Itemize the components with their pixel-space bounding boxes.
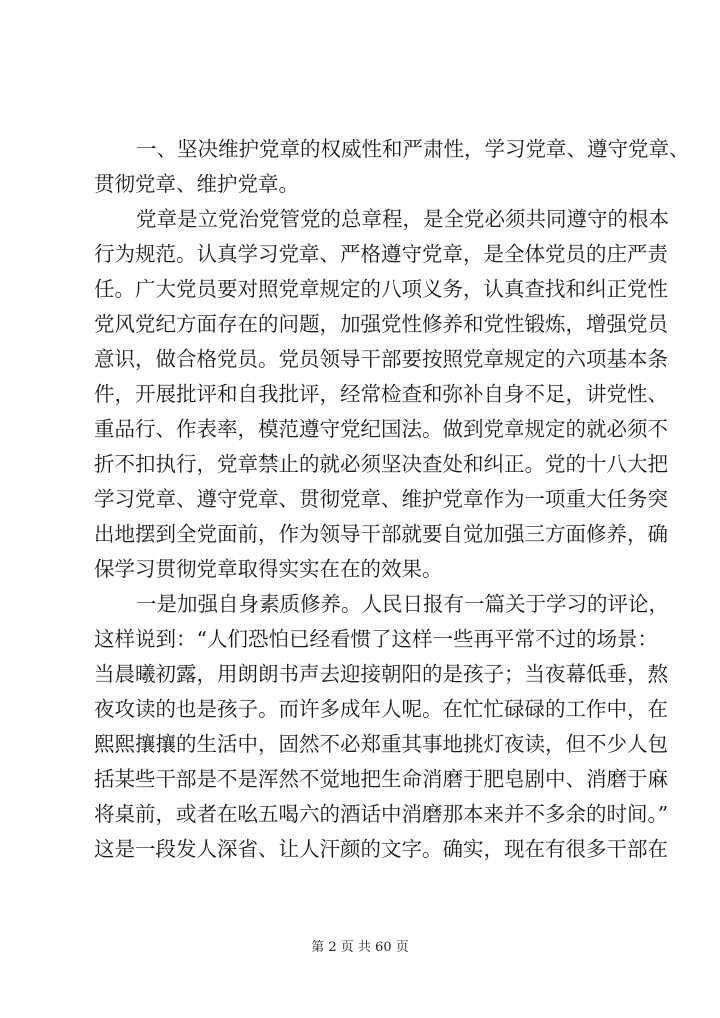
heading-line-2: 贯彻党章、维护党章。 xyxy=(94,172,299,196)
paragraph-line: 行为规范。认真学习党章、严格遵守党章，是全体党员的庄严责 xyxy=(94,242,668,266)
page-number-footer: 第 2 页 共 60 页 xyxy=(311,940,409,955)
heading-line-1: 一、坚决维护党章的权威性和严肃性，学习党章、遵守党章、 xyxy=(136,137,690,161)
paragraph-line: 党章是立党治党管党的总章程，是全党必须共同遵守的根本 xyxy=(136,207,669,231)
paragraph-line: 熙熙攘攘的生活中，固然不必郑重其事地挑灯夜读，但不少人包 xyxy=(94,732,668,756)
paragraph-line: 将桌前，或者在吆五喝六的酒话中消磨那本来并不多余的时间。” xyxy=(94,802,669,826)
paragraph-line: 一是加强自身素质修养。人民日报有一篇关于学习的评论， xyxy=(136,592,669,616)
paragraph-line: 出地摆到全党面前，作为领导干部就要自觉加强三方面修养，确 xyxy=(94,522,668,546)
paragraph-line: 括某些干部是不是浑然不觉地把生命消磨于肥皂剧中、消磨于麻 xyxy=(94,767,668,791)
paragraph-line: 学习党章、遵守党章、贯彻党章、维护党章作为一项重大任务突 xyxy=(94,487,668,511)
paragraph-line: 重品行、作表率，模范遵守党纪国法。做到党章规定的就必须不 xyxy=(94,417,668,441)
paragraph-line: 意识，做合格党员。党员领导干部要按照党章规定的六项基本条 xyxy=(94,347,668,371)
paragraph-line: 折不扣执行，党章禁止的就必须坚决查处和纠正。党的十八大把 xyxy=(94,452,668,476)
paragraph-line: 这样说到：“人们恐怕已经看惯了这样一些再平常不过的场景： xyxy=(94,627,658,651)
paragraph-line: 任。广大党员要对照党章规定的八项义务，认真查找和纠正党性 xyxy=(94,277,668,301)
paragraph-line: 党风党纪方面存在的问题，加强党性修养和党性锻炼，增强党员 xyxy=(94,312,668,336)
paragraph-line: 件，开展批评和自我批评，经常检查和弥补自身不足，讲党性、 xyxy=(94,382,668,406)
paragraph-line: 这是一段发人深省、让人汗颜的文字。确实，现在有很多干部在 xyxy=(94,837,668,861)
paragraph-line: 保学习贯彻党章取得实实在在的效果。 xyxy=(94,557,443,581)
paragraph-line: 当晨曦初露，用朗朗书声去迎接朝阳的是孩子；当夜幕低垂，熬 xyxy=(94,662,668,686)
paragraph-line: 夜攻读的也是孩子。而许多成年人呢。在忙忙碌碌的工作中，在 xyxy=(94,697,668,721)
